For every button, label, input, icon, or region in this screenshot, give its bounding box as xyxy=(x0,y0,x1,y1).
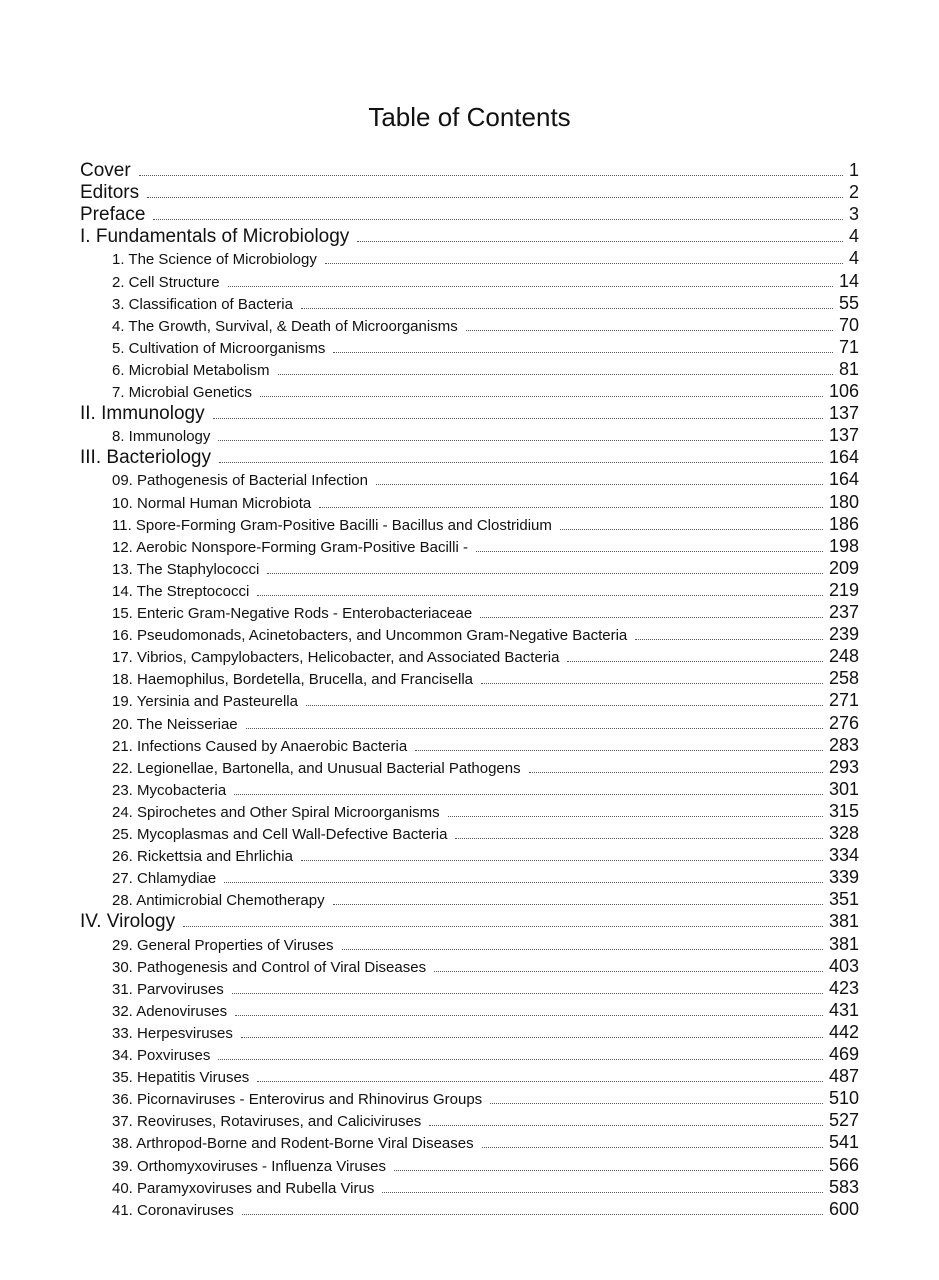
toc-page-number: 137 xyxy=(828,403,859,424)
toc-page-number: 600 xyxy=(828,1198,859,1219)
toc-chapter-entry[interactable] xyxy=(112,845,859,866)
dot-leader xyxy=(267,573,823,574)
toc-chapter-entry[interactable] xyxy=(112,668,859,689)
toc-entry-title: 17. Vibrios, Campylobacters, Helicobacter, and Associated Bacteria xyxy=(112,649,560,667)
toc-page-number: 239 xyxy=(828,624,859,645)
toc-chapter-entry[interactable] xyxy=(112,293,859,314)
toc-chapter-entry[interactable] xyxy=(112,735,859,756)
toc-chapter-entry[interactable] xyxy=(112,381,859,402)
toc-part-entry[interactable] xyxy=(80,160,859,182)
toc-chapter-entry[interactable] xyxy=(112,646,859,667)
toc-chapter-entry[interactable] xyxy=(112,1155,859,1176)
toc-entry-title: 32. Adenoviruses xyxy=(112,1002,228,1020)
toc-part-entry[interactable] xyxy=(80,911,859,933)
toc-page-number: 209 xyxy=(828,557,859,578)
toc-page-number: 180 xyxy=(828,491,859,512)
toc-entry-title: 39. Orthomyxoviruses - Influenza Viruses xyxy=(112,1157,387,1175)
dot-leader xyxy=(415,750,823,751)
dot-leader xyxy=(301,308,833,309)
toc-page-number: 276 xyxy=(828,712,859,733)
toc-entry-title: 33. Herpesviruses xyxy=(112,1024,233,1042)
toc-page-number: 381 xyxy=(828,933,859,954)
toc-entry-title: 10. Normal Human Microbiota xyxy=(112,494,312,512)
toc-entry-title: II. Immunology xyxy=(80,403,205,425)
toc-part-entry[interactable] xyxy=(80,226,859,248)
dot-leader xyxy=(218,440,823,441)
dot-leader xyxy=(466,330,833,331)
dot-leader xyxy=(560,529,823,530)
toc-chapter-entry[interactable] xyxy=(112,1177,859,1198)
dot-leader xyxy=(325,263,843,264)
toc-chapter-entry[interactable] xyxy=(112,823,859,844)
toc-chapter-entry[interactable] xyxy=(112,558,859,579)
dot-leader xyxy=(278,374,833,375)
dot-leader xyxy=(147,197,843,198)
toc-chapter-entry[interactable] xyxy=(112,1044,859,1065)
toc-entry-title: 13. The Staphylococci xyxy=(112,560,260,578)
toc-page-number: 487 xyxy=(828,1066,859,1087)
toc-chapter-entry[interactable] xyxy=(112,889,859,910)
toc-chapter-entry[interactable] xyxy=(112,1132,859,1153)
toc-chapter-entry[interactable] xyxy=(112,1022,859,1043)
toc-page-number: 14 xyxy=(838,270,859,291)
dot-leader xyxy=(232,993,823,994)
toc-entry-title: 38. Arthropod-Borne and Rodent-Borne Viral Diseases xyxy=(112,1135,474,1153)
toc-chapter-entry[interactable] xyxy=(112,801,859,822)
dot-leader xyxy=(242,1214,823,1215)
toc-page-number: 71 xyxy=(838,336,859,357)
toc-page-number: 4 xyxy=(848,248,859,269)
dot-leader xyxy=(219,462,823,463)
dot-leader xyxy=(235,1015,823,1016)
toc-entry-title: 40. Paramyxoviruses and Rubella Virus xyxy=(112,1179,375,1197)
toc-chapter-entry[interactable] xyxy=(112,514,859,535)
dot-leader xyxy=(306,705,823,706)
dot-leader xyxy=(224,882,823,883)
toc-chapter-entry[interactable] xyxy=(112,713,859,734)
toc-page-number: 81 xyxy=(838,358,859,379)
toc-page-number: 186 xyxy=(828,513,859,534)
toc-chapter-entry[interactable] xyxy=(112,757,859,778)
toc-entry-title: Editors xyxy=(80,182,140,204)
dot-leader xyxy=(241,1037,823,1038)
toc-chapter-entry[interactable] xyxy=(112,779,859,800)
toc-page-number: 510 xyxy=(828,1088,859,1109)
toc-entry-title: 24. Spirochetes and Other Spiral Microorganisms xyxy=(112,803,440,821)
toc-entry-title: 23. Mycobacteria xyxy=(112,781,227,799)
toc-chapter-entry[interactable] xyxy=(112,337,859,358)
toc-entry-title: 37. Reoviruses, Rotaviruses, and Caliciviruses xyxy=(112,1113,422,1131)
dot-leader xyxy=(153,219,843,220)
toc-chapter-entry[interactable] xyxy=(112,1066,859,1087)
dot-leader xyxy=(476,551,823,552)
toc-entry-title: 41. Coronaviruses xyxy=(112,1201,234,1219)
toc-page-number: 566 xyxy=(828,1154,859,1175)
toc-page-number: 137 xyxy=(828,425,859,446)
toc-page-number: 4 xyxy=(848,226,859,247)
toc-entry-title: 27. Chlamydiae xyxy=(112,870,217,888)
toc-part-entry[interactable] xyxy=(80,182,859,204)
toc-page-number: 70 xyxy=(838,314,859,335)
page-title: Table of Contents xyxy=(368,102,571,132)
dot-leader xyxy=(257,595,823,596)
toc-page-number: 351 xyxy=(828,889,859,910)
toc-entry-title: 26. Rickettsia and Ehrlichia xyxy=(112,848,293,866)
toc-page-number: 283 xyxy=(828,734,859,755)
dot-leader xyxy=(333,352,833,353)
toc-entry-title: 5. Cultivation of Microorganisms xyxy=(112,339,326,357)
toc-chapter-entry[interactable] xyxy=(112,1110,859,1131)
toc-entry-title: 7. Microbial Genetics xyxy=(112,384,253,401)
toc-page-number: 527 xyxy=(828,1110,859,1131)
toc-entry-title: 25. Mycoplasmas and Cell Wall-Defective Bacteria xyxy=(112,826,448,843)
toc-entry-title: 21. Infections Caused by Anaerobic Bacteria xyxy=(112,737,408,755)
toc-entry-title: 19. Yersinia and Pasteurella xyxy=(112,693,298,711)
dot-leader xyxy=(218,1059,823,1060)
toc-part-entry[interactable] xyxy=(80,403,859,425)
dot-leader xyxy=(490,1103,823,1104)
toc-page-number: 164 xyxy=(828,469,859,490)
toc-entry-title: 29. General Properties of Viruses xyxy=(112,936,334,954)
toc-chapter-entry[interactable] xyxy=(112,315,859,336)
toc-entry-title: 11. Spore-Forming Gram-Positive Bacilli - Bacillus and Clostridium xyxy=(112,516,552,534)
toc-entry-title: 09. Pathogenesis of Bacterial Infection xyxy=(112,472,368,490)
toc-part-entry[interactable] xyxy=(80,204,859,226)
dot-leader xyxy=(139,175,843,176)
toc-entry-title: IV. Virology xyxy=(80,911,176,933)
toc-entry-title: 3. Classification of Bacteria xyxy=(112,295,293,313)
toc-page-number: 3 xyxy=(848,204,859,225)
toc-entry-title: 8. Immunology xyxy=(112,428,211,446)
toc-chapter-entry[interactable] xyxy=(112,580,859,601)
dot-leader xyxy=(213,418,823,419)
toc-page-number: 271 xyxy=(828,690,859,711)
toc-page-number: 219 xyxy=(828,579,859,600)
toc-page-number: 258 xyxy=(828,668,859,689)
toc-entry-title: 6. Microbial Metabolism xyxy=(112,361,270,379)
dot-leader xyxy=(260,396,823,397)
toc-chapter-entry[interactable] xyxy=(112,624,859,645)
toc-chapter-entry[interactable] xyxy=(112,271,859,292)
toc-chapter-entry[interactable] xyxy=(112,602,859,623)
toc-page-number: 339 xyxy=(828,867,859,888)
toc-entry-title: 20. The Neisseriae xyxy=(112,715,238,733)
toc-entry-title: Preface xyxy=(80,204,146,226)
toc-entry-title: 16. Pseudomonads, Acinetobacters, and Uncommon Gram-Negative Bacteria xyxy=(112,627,628,645)
toc-chapter-entry[interactable] xyxy=(112,690,859,711)
toc-entry-title: 18. Haemophilus, Bordetella, Brucella, and Francisella xyxy=(112,671,474,689)
dot-leader xyxy=(429,1125,823,1126)
toc-entry-title: III. Bacteriology xyxy=(80,447,211,469)
toc-page-number: 334 xyxy=(828,845,859,866)
toc-entry-title: Cover xyxy=(80,160,131,181)
toc-entry-title: 14. The Streptococci xyxy=(112,582,250,600)
toc-page-number: 198 xyxy=(828,535,859,556)
toc-page-number: 541 xyxy=(828,1132,859,1153)
toc-page-number: 293 xyxy=(828,756,859,777)
toc-entry-title: 31. Parvoviruses xyxy=(112,980,224,998)
toc-page-number: 583 xyxy=(828,1176,859,1197)
dot-leader xyxy=(455,838,823,839)
toc-page-number: 237 xyxy=(828,602,859,622)
dot-leader xyxy=(635,639,823,640)
toc-page-number: 106 xyxy=(828,381,859,401)
toc-chapter-entry[interactable] xyxy=(112,469,859,490)
dot-leader xyxy=(342,949,823,950)
toc-entry-title: 34. Poxviruses xyxy=(112,1047,211,1064)
toc-page-number: 301 xyxy=(828,778,859,799)
toc-page-number: 315 xyxy=(828,800,859,821)
dot-leader xyxy=(234,794,823,795)
toc-chapter-entry[interactable] xyxy=(112,536,859,557)
toc-page-number: 164 xyxy=(828,447,859,468)
dot-leader xyxy=(382,1192,823,1193)
dot-leader xyxy=(376,484,823,485)
toc-chapter-entry[interactable] xyxy=(112,425,859,446)
toc-chapter-entry[interactable] xyxy=(112,934,859,955)
toc-entry-title: 1. The Science of Microbiology xyxy=(112,251,317,269)
toc-page-number: 431 xyxy=(828,999,859,1020)
dot-leader xyxy=(228,286,833,287)
dot-leader xyxy=(246,728,823,729)
toc-entry-title: 2. Cell Structure xyxy=(112,273,220,291)
dot-leader xyxy=(394,1170,823,1171)
toc-entry-title: 36. Picornaviruses - Enterovirus and Rhinovirus Groups xyxy=(112,1091,483,1109)
toc-chapter-entry[interactable] xyxy=(112,1199,859,1220)
toc-entry-title: 4. The Growth, Survival, & Death of Microorganisms xyxy=(112,317,458,335)
dot-leader xyxy=(301,860,823,861)
dot-leader xyxy=(480,617,823,618)
toc-page-number: 55 xyxy=(838,292,859,313)
toc-page-number: 381 xyxy=(828,911,859,932)
toc-chapter-entry[interactable] xyxy=(112,1000,859,1021)
toc-page-number: 2 xyxy=(848,182,859,203)
dot-leader xyxy=(529,772,823,773)
toc-entry-title: 28. Antimicrobial Chemotherapy xyxy=(112,892,325,910)
dot-leader xyxy=(319,507,823,508)
dot-leader xyxy=(481,683,823,684)
toc-chapter-entry[interactable] xyxy=(112,492,859,513)
toc-chapter-entry[interactable] xyxy=(112,956,859,977)
toc-entry-title: 30. Pathogenesis and Control of Viral Diseases xyxy=(112,958,427,976)
toc-chapter-entry[interactable] xyxy=(112,867,859,888)
toc-entry-title: 35. Hepatitis Viruses xyxy=(112,1069,250,1087)
toc-entry-title: 15. Enteric Gram-Negative Rods - Enterobacteriaceae xyxy=(112,605,473,622)
toc-chapter-entry[interactable] xyxy=(112,248,859,269)
toc-chapter-entry[interactable] xyxy=(112,978,859,999)
dot-leader xyxy=(357,241,843,242)
dot-leader xyxy=(434,971,823,972)
toc-page-number: 248 xyxy=(828,646,859,667)
toc-entry-title: 12. Aerobic Nonspore-Forming Gram-Positive Bacilli - xyxy=(112,538,468,556)
toc-page-number: 423 xyxy=(828,977,859,998)
toc-entry-title: 22. Legionellae, Bartonella, and Unusual Bacterial Pathogens xyxy=(112,759,521,777)
toc-page-number: 1 xyxy=(848,160,859,180)
toc-chapter-entry[interactable] xyxy=(112,1088,859,1109)
dot-leader xyxy=(257,1081,823,1082)
dot-leader xyxy=(567,661,822,662)
toc-page-number: 403 xyxy=(828,955,859,976)
dot-leader xyxy=(448,816,823,817)
toc-chapter-entry[interactable] xyxy=(112,359,859,380)
dot-leader xyxy=(183,926,823,927)
toc-entry-title: I. Fundamentals of Microbiology xyxy=(80,226,350,248)
toc-part-entry[interactable] xyxy=(80,447,859,469)
toc-page-number: 442 xyxy=(828,1021,859,1042)
toc-page-number: 328 xyxy=(828,823,859,843)
toc-page-number: 469 xyxy=(828,1044,859,1064)
dot-leader xyxy=(333,904,823,905)
dot-leader xyxy=(482,1147,823,1148)
